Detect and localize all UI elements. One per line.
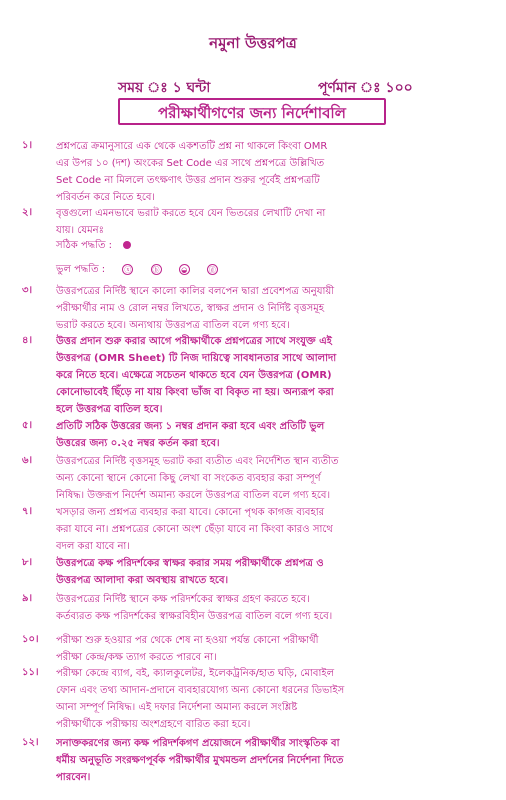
instruction-line: উত্তরপত্রের নির্দিষ্ট স্থানে কক্ষ পরিদর্শকের স্বাক্ষর গ্রহণ করতে হবে। [56,594,310,605]
crossed-bubble-icon: ⓧ [124,265,132,274]
instruction-number: ১১। [22,667,39,678]
instruction-line: হলে উত্তরপত্র বাতিল হবে। [56,404,163,415]
page-title: নমুনা উত্তরপত্র [209,34,297,52]
filled-bubble-icon [123,241,131,249]
instruction-text [56,453,496,504]
instruction-line: নিষিদ্ধ। উক্তরূপ নির্দেশ অমান্য করলে উত্তরপত্র বাতিল বলে গণ্য হবে। [56,490,331,501]
instruction-line: এর উপর ১০ (দশ) অংকের Set Code এর সাথে প্রশ্নপত্রে উল্লিখিত [56,158,325,169]
instruction-line: অন্য কোনো স্থানে কোনো কিছু লেখা বা সংকেত ব্যবহার করা সম্পূর্ণ [56,473,321,484]
instruction-line: ধর্মীয় অনুভূতি সংরক্ষণপূর্বক পরীক্ষার্থীর মুখমন্ডল প্রদর্শনের নির্দেশনা দিতে [56,755,344,766]
instruction-text [56,735,496,786]
instruction-number: ৯। [22,593,33,604]
letter-bubble-icon: ⓑ [152,265,160,274]
half-filled-bubble-icon: ◒ [179,264,190,275]
instruction-text [56,418,496,452]
instruction-line: উত্তর প্রদান শুরু করার আগে পরীক্ষার্থীকে প্রশ্নপত্রের সাথে সংযুক্ত এই [56,336,332,347]
instruction-line: কোনোভাবেই ছিঁড়ে না যায় কিংবা ভাঁজ বা বিকৃত না হয়। অন্যরূপ করা [56,387,334,398]
instruction-number: ৪। [22,335,33,346]
instruction-number: ১। [22,140,33,151]
instruction-number: ২। [22,207,33,218]
instruction-line: প্রশ্নপত্রে ক্রমানুসারে এক থেকে একশতটি প্রশ্ন না থাকলে কিংবা OMR [56,141,328,152]
instruction-line: ফোন এবং তথ্য আদান-প্রদানে ব্যবহারযোগ্য অন্য কোনো ধরনের ডিভাইস [56,685,345,696]
instruction-text [56,555,496,589]
instruction-line: উত্তরপত্রের নির্দিষ্ট বৃত্তসমূহ ভরাট করা ব্যতীত এবং নির্দেশিত স্থান ব্যতীত [56,456,339,467]
instruction-line: ভরাট করতে হবে। অন্যথায় উত্তরপত্র বাতিল বলে গণ্য হবে। [56,320,290,331]
instruction-line: উত্তরপত্রের নির্দিষ্ট স্থানে কালো কালির বলপেন দ্বারা প্রবেশপত্র অনুযায়ী [56,286,335,297]
instruction-line: সনাক্তকরণের জন্য কক্ষ পরিদর্শকগণ প্রয়োজনে পরীক্ষার্থীর সাংস্কৃতিক বা [56,738,340,749]
instruction-line: প্রতিটি সঠিক উত্তরের জন্য ১ নম্বর প্রদান করা হবে এবং প্রতিটি ভুল [56,421,325,432]
instruction-line: পরীক্ষা কেন্দ্র/কক্ষ ত্যাগ করতে পারবে না। [56,652,217,663]
instruction-line: উত্তরপত্র (OMR Sheet) টি নিজ দায়িত্বে সাবধানতার সাথে আলাদা [56,353,337,364]
instructions-banner: পরীক্ষার্থীগণের জন্য নির্দেশাবলি [118,98,386,125]
instruction-line: Set Code না মিললে তৎক্ষণাৎ উত্তর প্রদান শুরুর পূর্বেই প্রশ্নপত্রটি [56,175,320,186]
instruction-line: খসড়ার জন্য প্রশ্নপত্র ব্যবহার করা যাবে। কোনো পৃথক কাগজ ব্যবহার [56,507,325,518]
instruction-text [56,333,496,418]
instruction-line: উত্তরপত্র আলাদা করা অবস্থায় রাখতে হবে। [56,575,229,586]
instruction-line: পরীক্ষা কেন্দ্রে ব্যাগ, বই, ক্যালকুলেটর, ইলেকট্রনিক/হাত ঘড়ি, মোবাইল [56,668,335,679]
instruction-line: করে নিতে হবে। এক্ষেত্রে সচেতন থাকতে হবে যেন উত্তরপত্র (OMR) [56,370,332,381]
instruction-line: উত্তরের জন্য ০.২৫ নম্বর কর্তন করা হবে। [56,438,220,449]
instruction-line: কর্তব্যরত কক্ষ পরিদর্শকের স্বাক্ষরবিহীন উত্তরপত্র বাতিল বলে গণ্য হবে। [56,611,333,622]
instruction-text [56,665,496,733]
instruction-text [56,591,496,625]
instruction-line: পরীক্ষা শুরু হওয়ার পর থেকে শেষ না হওয়া পর্যন্ত কোনো পরীক্ষার্থী [56,635,319,646]
correct-method-label: সঠিক পদ্ধতি : [56,240,113,251]
instruction-number: ৬। [22,455,33,466]
instruction-line: বৃত্তগুলো এমনভাবে ভরাট করতে হবে যেন ভিতরের লেখাটি দেখা না [56,208,326,219]
wrong-method-row [56,262,218,279]
marks-label: পূর্ণমান ঃ ১০০ [318,80,413,96]
instruction-number: ৩। [22,285,33,296]
instruction-number: ৮। [22,557,33,568]
instruction-number: ১২। [22,737,39,748]
instruction-text [56,504,496,555]
instruction-line: করা যাবে না। প্রশ্নপত্রের কোনো অংশ ছেঁড়া যাবে না কিংবা কারও সাথে [56,524,333,535]
ticked-bubble-icon: ⓓ [208,265,216,274]
instruction-number: ৭। [22,506,33,517]
time-label: সময় ঃ ১ ঘন্টা [118,80,211,96]
instruction-text [56,632,496,666]
correct-method-row [56,238,131,255]
instruction-line: যায়। যেমনঃ [56,225,104,236]
instruction-text [56,283,496,334]
instruction-number: ৫। [22,420,33,431]
instruction-line: উত্তরপত্রে কক্ষ পরিদর্শকের স্বাক্ষর করার সময় পরীক্ষার্থীকে প্রশ্নপত্র ও [56,558,324,569]
wrong-method-label: ভুল পদ্ধতি : [56,264,106,275]
instruction-number: ১০। [22,634,39,645]
instruction-line: আনা সম্পূর্ণ নিষিদ্ধ। এই দফার নির্দেশনা অমান্য করলে সংশ্লিষ্ট [56,702,298,713]
instruction-line: পরিবর্তন করে নিতে হবে। [56,192,156,203]
instruction-text [56,205,496,239]
instruction-text [56,138,496,206]
instruction-line: পারবেন। [56,772,91,783]
instruction-line: পরীক্ষার্থীর নাম ও রোল নম্বর লিখতে, স্বাক্ষর প্রদান ও নির্দিষ্ট বৃত্তসমূহ [56,303,325,314]
instruction-line: বদল করা যাবে না। [56,541,130,552]
instruction-line: পরীক্ষার্থীকে পরীক্ষায় অংশগ্রহণে বারিত করা হবে। [56,719,251,730]
